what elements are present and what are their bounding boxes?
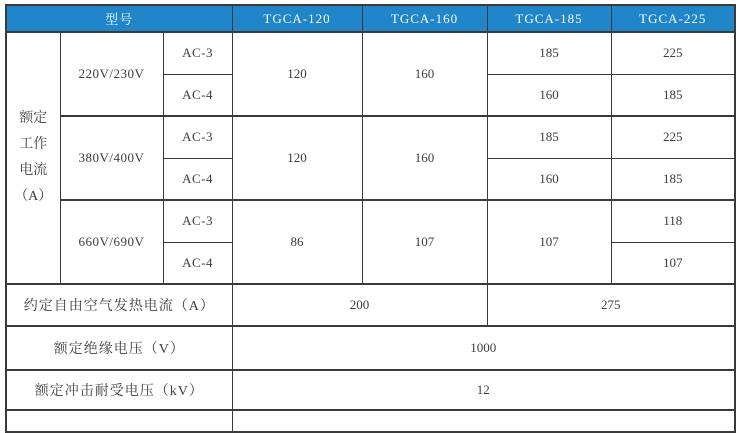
row-impulse-voltage [6, 370, 735, 410]
value-660-tgca160: 107 [362, 200, 487, 284]
value-380-ac3-tgca185: 185 [487, 116, 611, 158]
ac4-label-220: AC-4 [163, 74, 232, 116]
voltage-660-690-cell: 660V/690V [60, 200, 163, 284]
value-660-tgca120: 86 [232, 200, 362, 284]
voltage-220-230-cell: 220V/230V [60, 32, 163, 116]
rated-label-line-4: （A） [14, 189, 53, 204]
row-partial-cutoff [6, 410, 735, 432]
thermal-current-label: 约定自由空气发热电流（A） [6, 284, 232, 326]
ac3-label-380: AC-3 [163, 116, 232, 158]
value-660-ac3-tgca225: 118 [611, 200, 735, 242]
ac3-label-660: AC-3 [163, 200, 232, 242]
value-380-ac3-tgca225: 225 [611, 116, 735, 158]
header-tgca-185: TGCA-185 [487, 5, 611, 32]
impulse-voltage-label: 额定冲击耐受电压（kV） [6, 370, 232, 410]
ac3-label-220: AC-3 [163, 32, 232, 74]
insulation-voltage-label: 额定绝缘电压（V） [6, 326, 232, 370]
value-220-tgca160: 160 [362, 32, 487, 116]
header-row [6, 5, 735, 32]
row-660-ac3 [6, 200, 735, 242]
partial-label-cell [6, 410, 232, 432]
value-380-ac4-tgca185: 160 [487, 158, 611, 200]
value-380-tgca120: 120 [232, 116, 362, 200]
thermal-current-185-225: 275 [487, 284, 735, 326]
header-model-label: 型号 [6, 5, 232, 32]
header-tgca-160: TGCA-160 [362, 5, 487, 32]
impulse-voltage-value: 12 [232, 370, 735, 410]
ac4-label-380: AC-4 [163, 158, 232, 200]
value-660-ac4-tgca225: 107 [611, 242, 735, 284]
header-tgca-225: TGCA-225 [611, 5, 735, 32]
value-220-tgca120: 120 [232, 32, 362, 116]
value-220-ac3-tgca225: 225 [611, 32, 735, 74]
row-220-ac3 [6, 32, 735, 74]
partial-value-cell [232, 410, 735, 432]
rated-label-line-1: 额定 [19, 111, 48, 126]
spec-table [5, 4, 736, 433]
row-380-ac3 [6, 116, 735, 158]
value-380-ac4-tgca225: 185 [611, 158, 735, 200]
value-220-ac4-tgca185: 160 [487, 74, 611, 116]
ac4-label-660: AC-4 [163, 242, 232, 284]
rated-label-line-2: 工作 [19, 137, 48, 152]
rated-label-line-3: 电流 [19, 163, 48, 178]
rated-current-label [6, 32, 60, 284]
insulation-voltage-value: 1000 [232, 326, 735, 370]
table-container [5, 4, 736, 433]
row-thermal-current [6, 284, 735, 326]
value-380-tgca160: 160 [362, 116, 487, 200]
thermal-current-120-160: 200 [232, 284, 487, 326]
value-220-ac4-tgca225: 185 [611, 74, 735, 116]
header-tgca-120: TGCA-120 [232, 5, 362, 32]
value-220-ac3-tgca185: 185 [487, 32, 611, 74]
voltage-380-400-cell: 380V/400V [60, 116, 163, 200]
row-insulation-voltage [6, 326, 735, 370]
value-660-tgca185: 107 [487, 200, 611, 284]
